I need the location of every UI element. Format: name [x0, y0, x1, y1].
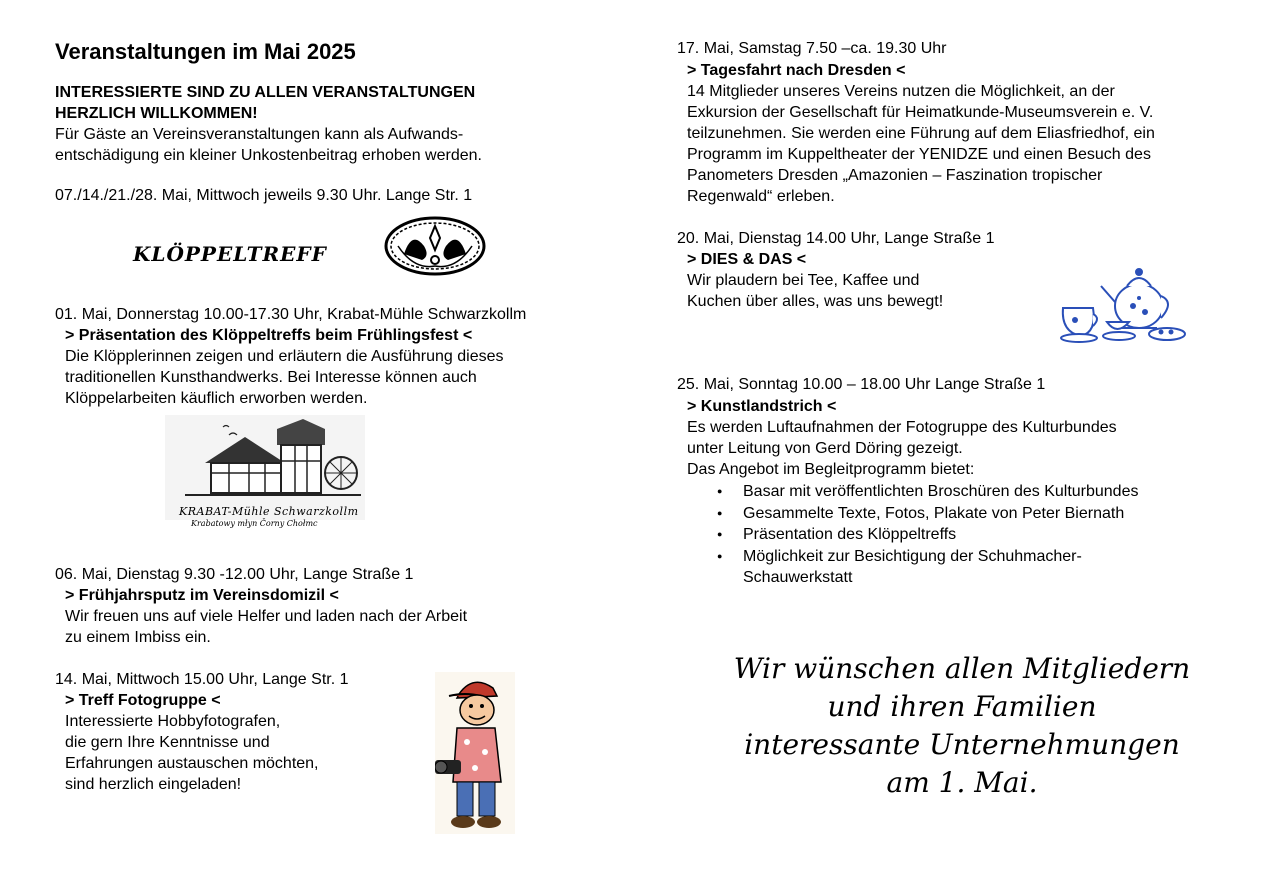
kunstlandstrich-text-1: Es werden Luftaufnahmen der Fotogruppe des Kulturbundes: [687, 419, 1117, 436]
list-item: ● Präsentation des Klöppeltreffs: [677, 524, 1138, 546]
guest-note-1: Für Gäste an Vereinsveranstaltungen kann als Aufwands-: [55, 126, 464, 143]
list-item: ● Gesammelte Texte, Fotos, Plakate von Peter Biernath: [677, 503, 1138, 525]
fruehjahrsputz-text-1: Wir freuen uns auf viele Helfer und laden nach der Arbeit: [65, 608, 468, 625]
fotogruppe-text-2: die gern Ihre Kenntnisse und: [65, 734, 270, 751]
fruehjahrsputz-heading: > Frühjahrsputz im Vereinsdomizil <: [65, 587, 339, 604]
list-item: ● Möglichkeit zur Besichtigung der Schuhmacher-: [677, 546, 1138, 568]
diesdas-text-2: Kuchen über alles, was uns bewegt!: [687, 293, 944, 310]
page-title: Veranstaltungen im Mai 2025: [55, 39, 356, 64]
tea-set-icon: [1057, 262, 1187, 346]
dresden-text-3: teilzunehmen. Sie werden eine Führung auf dem Eliasfriedhof, ein: [687, 125, 1155, 142]
lace-ornament-icon: [384, 216, 486, 276]
fruehlingsfest-text-1: Die Klöpplerinnen zeigen und erläutern die Ausführung dieses: [65, 348, 504, 365]
greeting-line-3: interessante Unternehmungen: [744, 728, 1180, 761]
diesdas-text-1: Wir plaudern bei Tee, Kaffee und: [687, 272, 920, 289]
dresden-heading: > Tagesfahrt nach Dresden <: [687, 62, 906, 79]
dresden-text-1: 14 Mitglieder unseres Vereins nutzen die Möglichkeit, an der: [687, 83, 1115, 100]
krabat-logo-line-1: KRABAT-Mühle Schwarzkollm: [179, 505, 359, 518]
kunstlandstrich-date: 25. Mai, Sonntag 10.00 – 18.00 Uhr Lange Straße 1: [677, 376, 1046, 393]
welcome-line-2: HERZLICH WILLKOMMEN!: [55, 105, 258, 122]
kunstlandstrich-text-3: Das Angebot im Begleitprogramm bietet:: [687, 461, 975, 478]
fruehlingsfest-heading: > Präsentation des Klöppeltreffs beim Frühlingsfest <: [65, 327, 473, 344]
greeting-line-2: und ihren Familien: [827, 690, 1097, 723]
kloeppeltreff-date: 07./14./21./28. Mai, Mittwoch jeweils 9.30 Uhr. Lange Str. 1: [55, 187, 473, 204]
kunstlandstrich-heading: > Kunstlandstrich <: [687, 398, 837, 415]
kloeppeltreff-logo: KLÖPPELTREFF: [133, 242, 327, 266]
list-item: ● Basar mit veröffentlichten Broschüren des Kulturbundes: [677, 481, 1138, 503]
dresden-date: 17. Mai, Samstag 7.50 –ca. 19.30 Uhr: [677, 40, 947, 57]
fotogruppe-text-4: sind herzlich eingeladen!: [65, 776, 242, 793]
dresden-text-5: Panometers Dresden „Amazonien – Faszination tropischer: [687, 167, 1103, 184]
dresden-text-4: Programm im Kuppeltheater der YENIDZE und einen Besuch des: [687, 146, 1151, 163]
photographer-cartoon: [435, 672, 515, 834]
fotogruppe-text-1: Interessierte Hobbyfotografen,: [65, 713, 281, 730]
program-list: [677, 481, 1138, 567]
fruehjahrsputz-date: 06. Mai, Dienstag 9.30 -12.00 Uhr, Lange Straße 1: [55, 566, 414, 583]
greeting-line-1: Wir wünschen allen Mitgliedern: [733, 652, 1191, 685]
diesdas-date: 20. Mai, Dienstag 14.00 Uhr, Lange Straße 1: [677, 230, 995, 247]
fruehjahrsputz-text-2: zu einem Imbiss ein.: [65, 629, 211, 646]
fruehlingsfest-text-3: Klöppelarbeiten käuflich erworben werden.: [65, 390, 368, 407]
dresden-text-6: Regenwald“ erleben.: [687, 188, 835, 205]
fotogruppe-heading: > Treff Fotogruppe <: [65, 692, 221, 709]
fruehlingsfest-date: 01. Mai, Donnerstag 10.00-17.30 Uhr, Krabat-Mühle Schwarzkollm: [55, 306, 527, 323]
list-item-continuation: Schauwerkstatt: [743, 569, 853, 586]
diesdas-heading: > DIES & DAS <: [687, 251, 807, 268]
greeting-line-4: am 1. Mai.: [886, 766, 1038, 799]
fotogruppe-date: 14. Mai, Mittwoch 15.00 Uhr, Lange Str. 1: [55, 671, 349, 688]
welcome-line-1: INTERESSIERTE SIND ZU ALLEN VERANSTALTUNGEN: [55, 84, 476, 101]
fotogruppe-text-3: Erfahrungen austauschen möchten,: [65, 755, 319, 772]
fruehlingsfest-text-2: traditionellen Kunsthandwerks. Bei Interesse können auch: [65, 369, 477, 386]
dresden-text-2: Exkursion der Gesellschaft für Heimatkunde-Museumsverein e. V.: [687, 104, 1154, 121]
kunstlandstrich-text-2: unter Leitung von Gerd Döring gezeigt.: [687, 440, 963, 457]
guest-note-2: entschädigung ein kleiner Unkostenbeitrag erhoben werden.: [55, 147, 482, 164]
krabat-logo-line-2: Krabatowy młyn Čorny Chołmc: [191, 519, 318, 528]
